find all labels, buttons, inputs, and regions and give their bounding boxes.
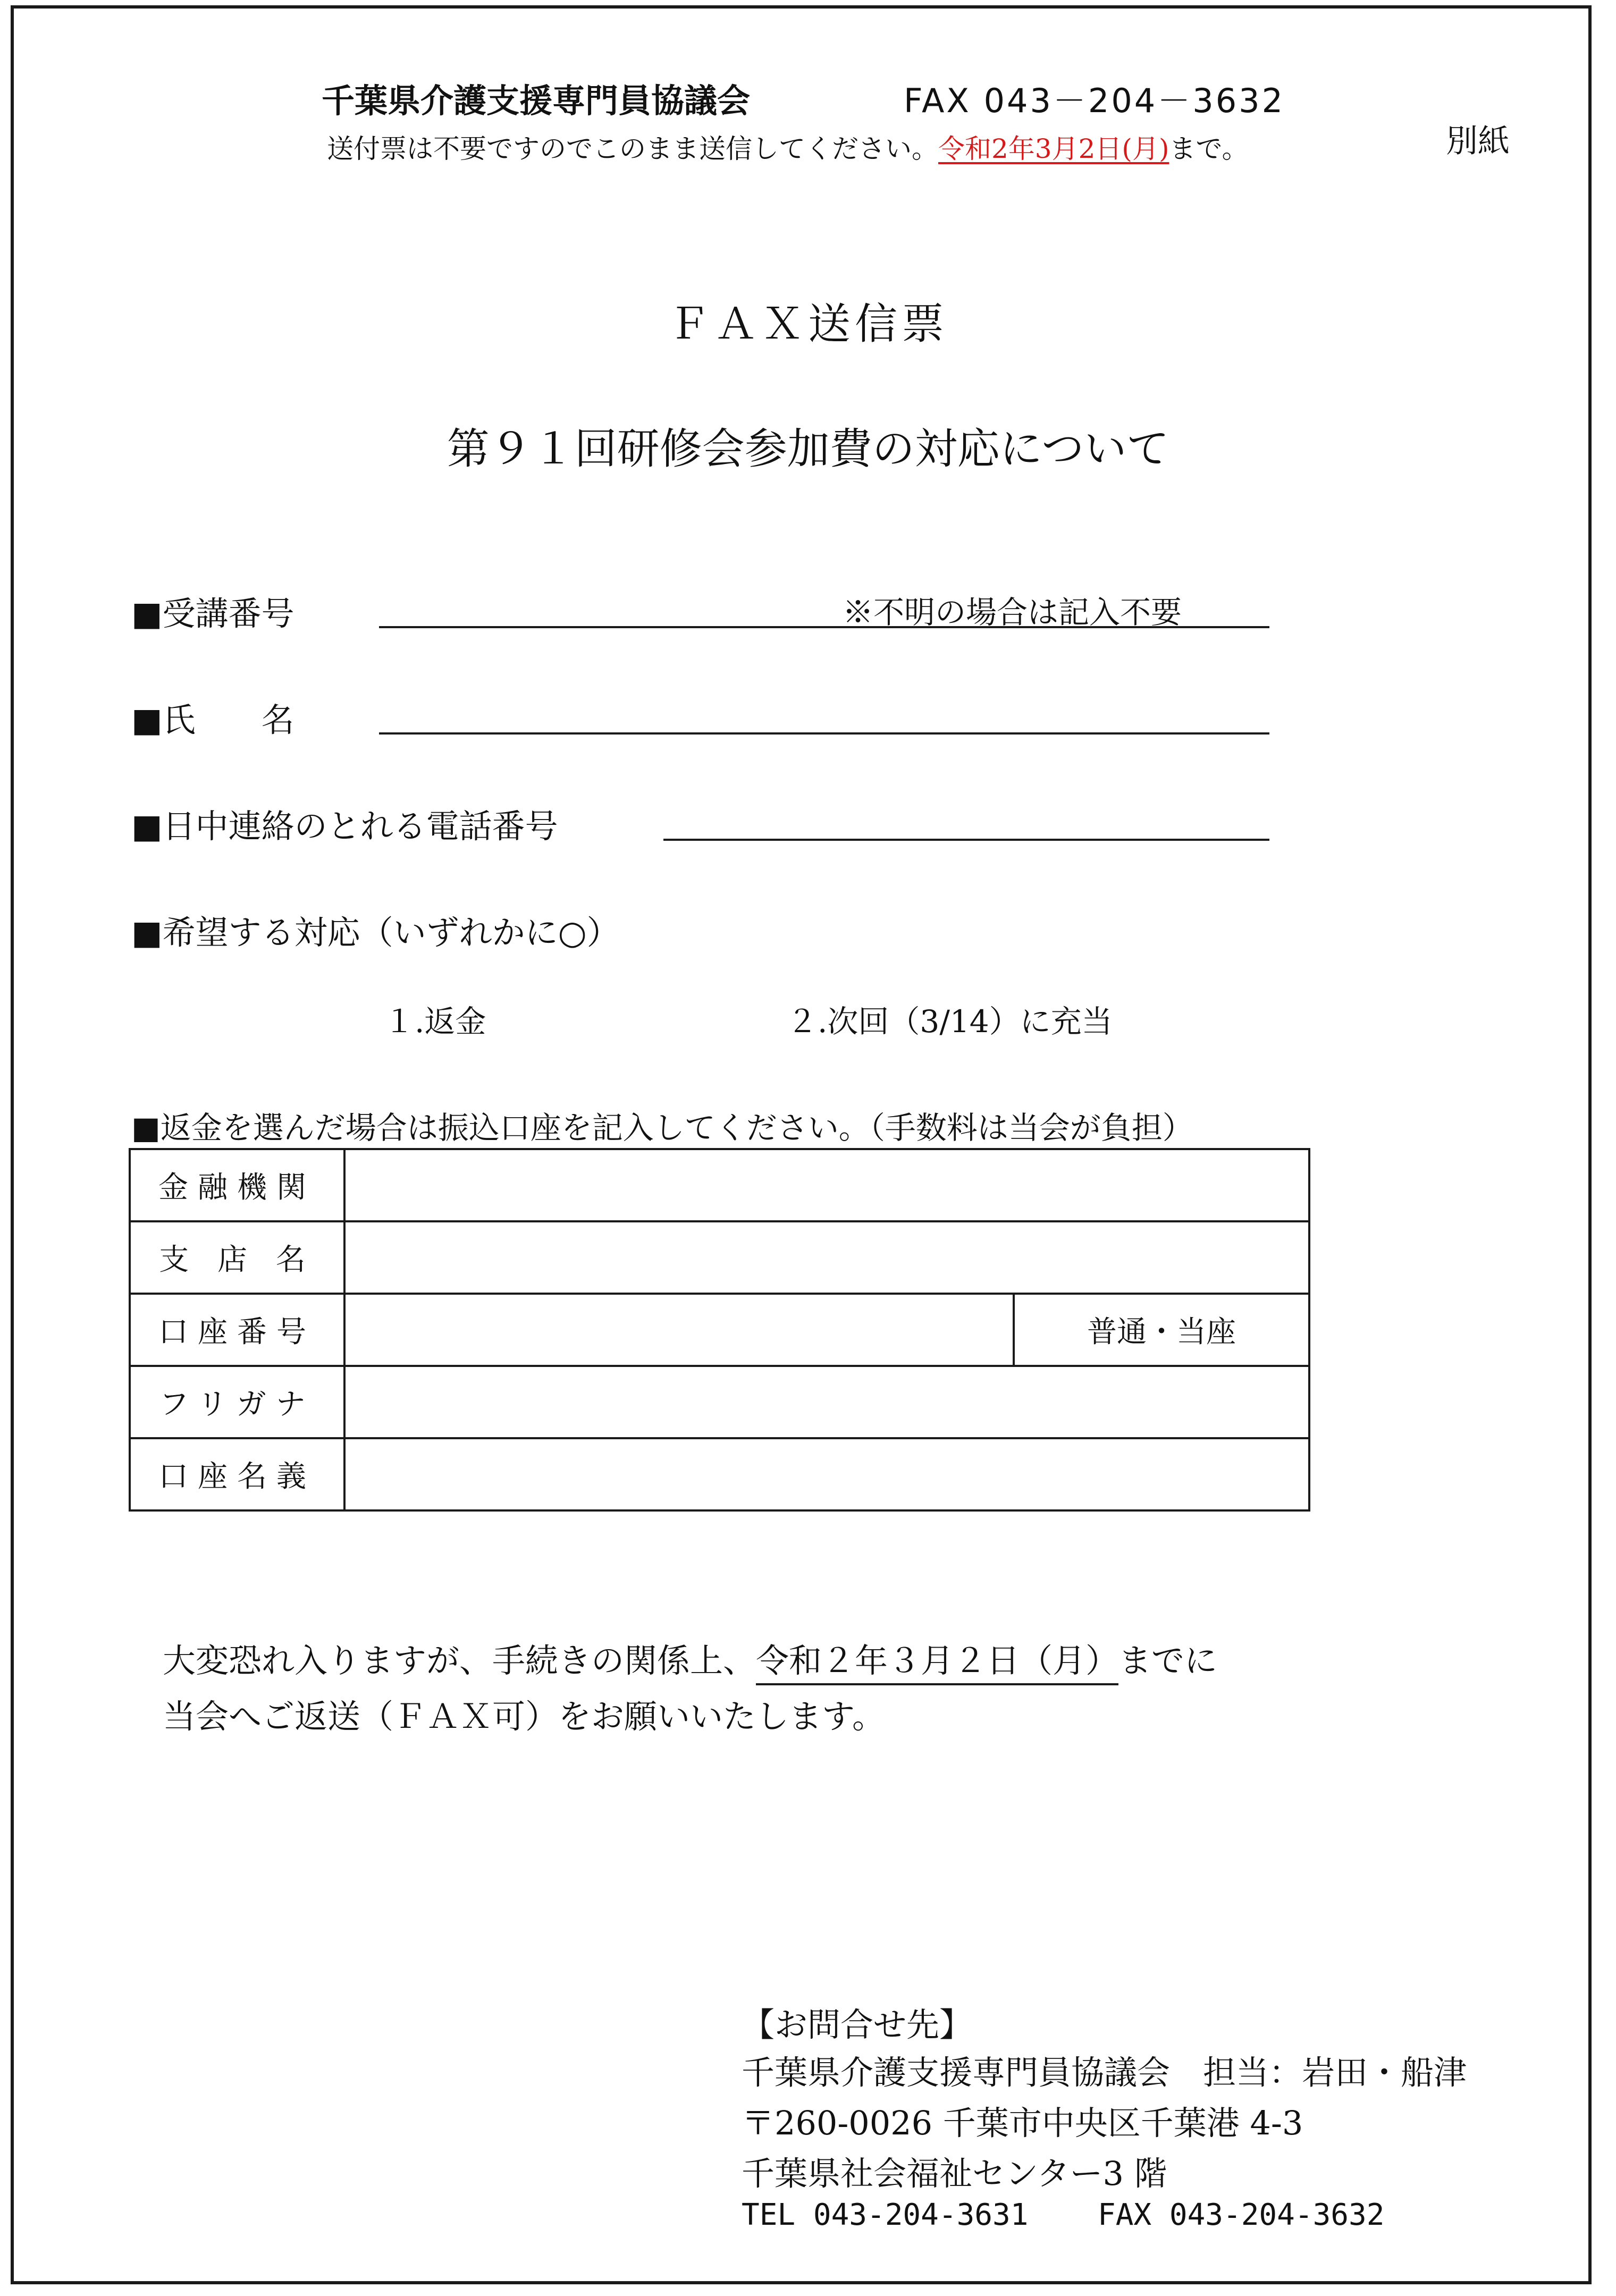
account-number-label: 口座番号 <box>130 1294 344 1366</box>
option-next-session[interactable]: ２.次回（3/14）に充当 <box>787 1003 1113 1040</box>
option-refund[interactable]: １.返金 <box>384 1003 486 1040</box>
bank-account-table <box>129 1148 1310 1512</box>
closing-line-2: 当会へご返送（ＦＡＸ可）をお願いいたします。 <box>163 1697 886 1736</box>
header-note-suffix: まで。 <box>1169 133 1249 164</box>
account-holder-field[interactable] <box>344 1438 1309 1510</box>
bank-name-label: 金融機関 <box>130 1149 344 1221</box>
header-note-prefix: 送付票は不要ですのでこのまま送信してください。 <box>327 133 938 164</box>
member-number-label: ■受講番号 <box>131 594 294 633</box>
contact-fax: FAX 043-204-3632 <box>1098 2198 1385 2232</box>
refund-instruction: ■返金を選んだ場合は振込口座を記入してください。（手数料は当会が負担） <box>131 1110 1193 1146</box>
account-number-field[interactable] <box>344 1294 1014 1366</box>
contact-address: 〒260-0026 千葉市中央区千葉港 4-3 <box>742 2104 1303 2142</box>
closing-deadline: 令和２年３月２日（月） <box>756 1641 1118 1685</box>
bank-name-field[interactable] <box>344 1149 1309 1221</box>
member-number-note: ※不明の場合は記入不要 <box>843 594 1182 630</box>
account-type-option[interactable]: 普通・当座 <box>1014 1294 1309 1366</box>
name-label: ■氏 名 <box>131 700 294 739</box>
table-row <box>130 1366 1309 1438</box>
table-row <box>130 1221 1309 1294</box>
table-row <box>130 1294 1309 1366</box>
attachment-label: 別紙 <box>1446 123 1510 160</box>
account-holder-label: 口座名義 <box>130 1438 344 1510</box>
contact-heading: 【お問合せ先】 <box>742 2005 973 2044</box>
preference-label: ■希望する対応（いずれかに○） <box>131 913 620 952</box>
furigana-label: フリガナ <box>130 1366 344 1438</box>
header-fax: FAX 043－204－3632 <box>904 81 1285 120</box>
furigana-field[interactable] <box>344 1366 1309 1438</box>
closing-line-1 <box>163 1634 1217 1682</box>
header-note <box>327 128 1248 166</box>
table-row <box>130 1438 1309 1510</box>
document-title: ＦＡＸ送信票 <box>668 299 948 349</box>
phone-label: ■日中連絡のとれる電話番号 <box>131 807 558 846</box>
contact-building: 千葉県社会福祉センター3 階 <box>742 2154 1167 2193</box>
contact-org: 千葉県介護支援専門員協議会 担当：岩田・船津 <box>742 2053 1467 2092</box>
header-org: 千葉県介護支援専門員協議会 <box>322 81 751 120</box>
branch-name-label: 支 店 名 <box>130 1221 344 1294</box>
closing-prefix: 大変恐れ入りますが、手続きの関係上、 <box>163 1641 756 1680</box>
contact-tel: TEL 043-204-3631 <box>742 2198 1029 2232</box>
branch-name-field[interactable] <box>344 1221 1309 1294</box>
phone-line[interactable] <box>663 839 1269 841</box>
closing-suffix: までに <box>1118 1641 1218 1680</box>
document-subtitle: 第９１回研修会参加費の対応について <box>447 424 1169 474</box>
name-line[interactable] <box>379 732 1269 735</box>
header-note-deadline: 令和2年3月2日(月) <box>938 133 1169 164</box>
table-row <box>130 1149 1309 1221</box>
